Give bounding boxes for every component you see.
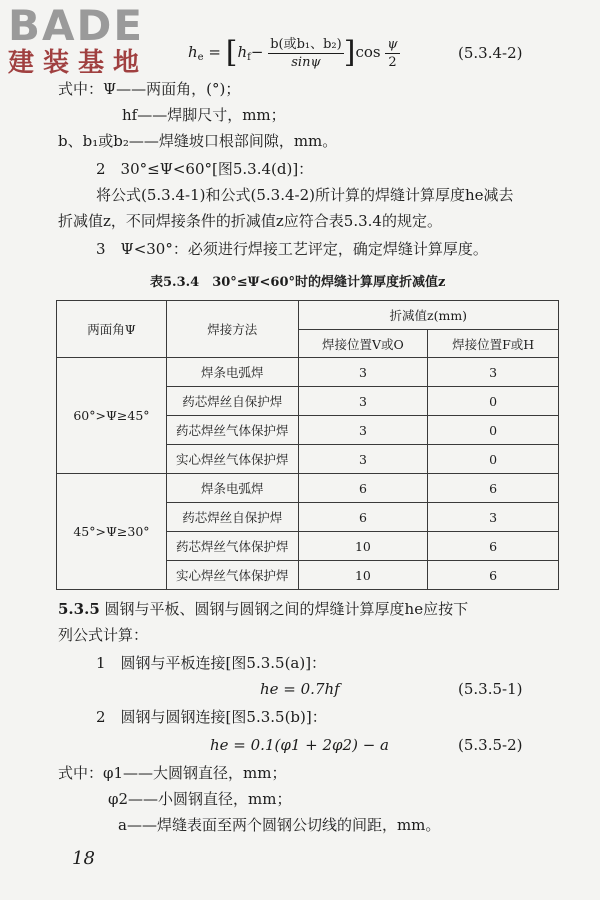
- formula-minus: −: [250, 43, 264, 61]
- where-a: a——焊缝表面至两个圆钢公切线的间距，mm。: [118, 816, 441, 834]
- cell-vo: 3: [298, 445, 428, 474]
- cell-method: 药芯焊丝自保护焊: [166, 387, 298, 416]
- item-2-condition: 2 30°≤Ψ<60°[图5.3.4(d)]：: [96, 160, 314, 178]
- cell-fh: 3: [428, 503, 559, 532]
- formula-lhs: h: [188, 43, 198, 61]
- formula-fraction: [268, 36, 344, 71]
- section-text-line-1: 圆钢与平板、圆钢与圆钢之间的焊缝计算厚度he应按下: [104, 600, 469, 618]
- formula-5-3-4-2: [188, 32, 400, 78]
- section-item-2: 2 圆钢与圆钢连接[图5.3.5(b)]：: [96, 708, 327, 726]
- cell-method: 焊条电弧焊: [166, 474, 298, 503]
- cell-vo: 6: [298, 474, 428, 503]
- cell-method: 实心焊丝气体保护焊: [166, 561, 298, 590]
- where-line-hf: hf——焊脚尺寸，mm；: [122, 106, 286, 124]
- logo-sub-text: 建装基地: [8, 48, 149, 78]
- logo-main-text: BADE: [8, 1, 145, 50]
- fraction-denominator: sinψ: [291, 54, 321, 70]
- group-angle: 60°>Ψ≥45°: [57, 358, 167, 474]
- where-phi1: 式中：φ1——大圆钢直径，mm；: [58, 764, 287, 782]
- header-method: 焊接方法: [166, 301, 298, 358]
- formula-term1: h: [237, 43, 248, 61]
- right-bracket: ]: [343, 35, 356, 70]
- cell-fh: 0: [428, 445, 559, 474]
- formula-5-3-5-2: he = 0.1(φ1 + 2φ2) − a: [210, 736, 389, 754]
- cell-vo: 10: [298, 532, 428, 561]
- cell-fh: 3: [428, 358, 559, 387]
- fraction-numerator: b(或b₁、b₂): [270, 36, 342, 52]
- cell-fh: 6: [428, 532, 559, 561]
- where-line-b: b、b₁或b₂——焊缝坡口根部间隙，mm。: [58, 132, 338, 150]
- cell-vo: 3: [298, 358, 428, 387]
- section-number: 5.3.5: [58, 600, 100, 618]
- where-line-psi: 式中：Ψ——两面角，(°)；: [58, 80, 241, 98]
- page-number: 18: [72, 848, 95, 869]
- formula-eq: =: [208, 43, 221, 61]
- cell-vo: 3: [298, 387, 428, 416]
- cos-numerator: ψ: [387, 36, 398, 52]
- cell-vo: 6: [298, 503, 428, 532]
- header-position-fh: 焊接位置F或H: [428, 330, 559, 358]
- cell-fh: 0: [428, 387, 559, 416]
- left-bracket: [: [225, 35, 238, 70]
- cell-vo: 10: [298, 561, 428, 590]
- header-position-vo: 焊接位置V或O: [298, 330, 428, 358]
- cell-fh: 0: [428, 416, 559, 445]
- cell-vo: 3: [298, 416, 428, 445]
- formula-term1-sub: f: [247, 52, 251, 63]
- paragraph-line-2: 折减值z，不同焊接条件的折减值z应符合表5.3.4的规定。: [58, 212, 442, 230]
- cell-method: 焊条电弧焊: [166, 358, 298, 387]
- where-phi2: φ2——小圆钢直径，mm；: [108, 790, 292, 808]
- table-caption: 表5.3.4 30°≤Ψ<60°时的焊缝计算厚度折减值z: [150, 275, 446, 290]
- item-3-condition: 3 Ψ<30°：必须进行焊接工艺评定，确定焊缝计算厚度。: [96, 240, 488, 258]
- formula-number-5-3-4-2: (5.3.4-2): [458, 44, 523, 62]
- section-text-line-2: 列公式计算：: [58, 626, 149, 644]
- formula-cos: cos: [355, 43, 381, 61]
- group-angle: 45°>Ψ≥30°: [57, 474, 167, 590]
- cos-denominator: 2: [388, 54, 397, 70]
- header-reduction: 折减值z(mm): [298, 301, 558, 330]
- table-row: [57, 474, 559, 503]
- table-row: [57, 358, 559, 387]
- cell-fh: 6: [428, 561, 559, 590]
- logo-watermark: [8, 1, 149, 78]
- header-angle: 两面角Ψ: [57, 301, 167, 358]
- cell-method: 药芯焊丝气体保护焊: [166, 532, 298, 561]
- cos-fraction: [385, 36, 399, 71]
- cell-method: 药芯焊丝气体保护焊: [166, 416, 298, 445]
- formula-5-3-5-1: he = 0.7hf: [260, 680, 340, 698]
- section-5-3-5-line-1: [58, 598, 468, 620]
- section-item-1: 1 圆钢与平板连接[图5.3.5(a)]：: [96, 654, 327, 672]
- reduction-table: [56, 300, 559, 590]
- formula-lhs-sub: e: [197, 52, 204, 63]
- formula-number-5-3-5-1: (5.3.5-1): [458, 680, 523, 698]
- formula-number-5-3-5-2: (5.3.5-2): [458, 736, 523, 754]
- paragraph-line-1: 将公式(5.3.4-1)和公式(5.3.4-2)所计算的焊缝计算厚度he减去: [96, 186, 514, 204]
- cell-method: 药芯焊丝自保护焊: [166, 503, 298, 532]
- cell-method: 实心焊丝气体保护焊: [166, 445, 298, 474]
- cell-fh: 6: [428, 474, 559, 503]
